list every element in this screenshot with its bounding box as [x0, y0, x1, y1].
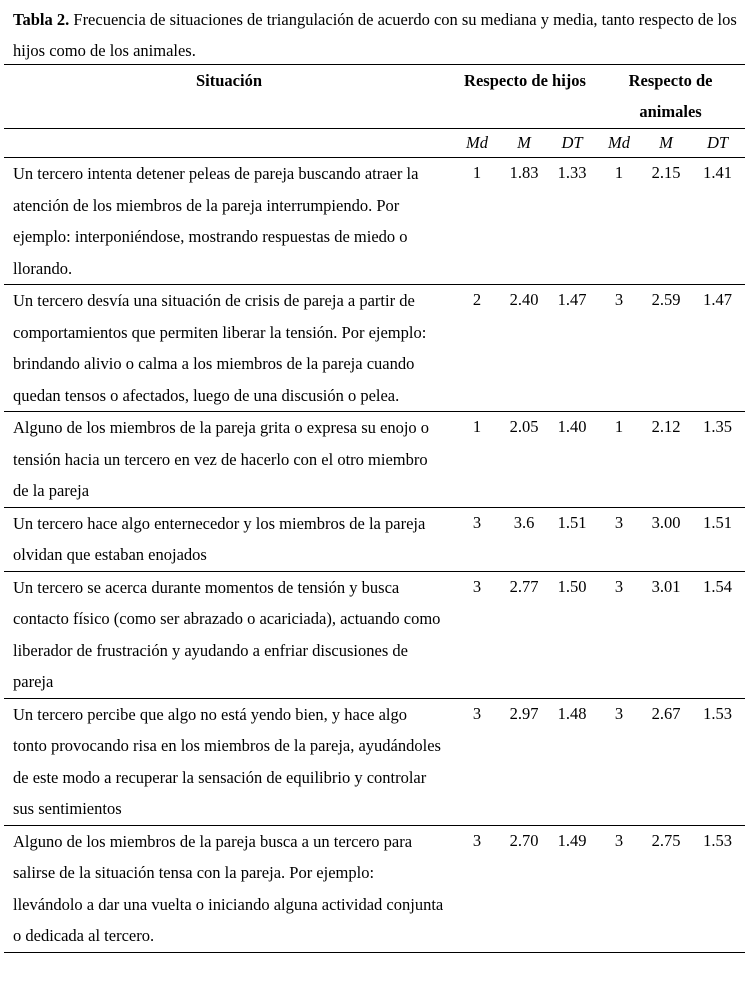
value-cell: 1.40 [548, 412, 596, 508]
situation-cell: Un tercero intenta detener peleas de pareja buscando atraer la atención de los miembros de la pareja interrumpiendo. Por ejemplo: interponiéndose, mostrando respuestas de miedo o llorando. [4, 158, 454, 285]
value-cell: 2 [454, 285, 500, 412]
value-cell: 3.00 [642, 507, 690, 571]
subheader-m-animales: M [642, 129, 690, 158]
table-row [4, 698, 745, 825]
value-cell: 1.49 [548, 825, 596, 952]
table-row [4, 285, 745, 412]
subheader-dt-hijos: DT [548, 129, 596, 158]
value-cell: 2.40 [500, 285, 548, 412]
value-cell: 2.15 [642, 158, 690, 285]
caption-text: Frecuencia de situaciones de triangulación de acuerdo con su mediana y media, tanto respecto de los hijos como de los animales. [13, 10, 737, 60]
value-cell: 3.01 [642, 571, 690, 698]
header-situation: Situación [4, 65, 454, 129]
table-row [4, 158, 745, 285]
value-cell: 1 [454, 412, 500, 508]
value-cell: 1.47 [548, 285, 596, 412]
value-cell: 1.50 [548, 571, 596, 698]
value-cell: 1.41 [690, 158, 745, 285]
header-group-animales: Respecto de animales [596, 65, 745, 129]
value-cell: 1.54 [690, 571, 745, 698]
caption-label: Tabla 2. [13, 10, 70, 29]
situation-cell: Alguno de los miembros de la pareja busca a un tercero para salirse de la situación tensa con la pareja. Por ejemplo: llevándolo a dar una vuelta o iniciando alguna actividad conjunta o dedicada al tercero. [4, 825, 454, 952]
table-row [4, 412, 745, 508]
subheader-dt-animales: DT [690, 129, 745, 158]
table-row [4, 507, 745, 571]
header-spacer [4, 129, 454, 158]
value-cell: 1.51 [690, 507, 745, 571]
situation-cell: Un tercero desvía una situación de crisis de pareja a partir de comportamientos que permiten liberar la tensión. Por ejemplo: brindando alivio o calma a los miembros de la pareja cuando quedan tensos o afectados, luego de una discusión o pelea. [4, 285, 454, 412]
value-cell: 1.33 [548, 158, 596, 285]
value-cell: 3 [454, 571, 500, 698]
value-cell: 1.53 [690, 825, 745, 952]
situation-cell: Un tercero hace algo enternecedor y los miembros de la pareja olvidan que estaban enojados [4, 507, 454, 571]
header-group-hijos: Respecto de hijos [454, 65, 596, 129]
value-cell: 3 [454, 825, 500, 952]
value-cell: 3.6 [500, 507, 548, 571]
table-body [4, 158, 745, 953]
situation-cell: Un tercero se acerca durante momentos de tensión y busca contacto físico (como ser abrazado o acariciada), actuando como liberador de frustración y ayudando a enfriar discusiones de pareja [4, 571, 454, 698]
subheader-m-hijos: M [500, 129, 548, 158]
value-cell: 2.12 [642, 412, 690, 508]
value-cell: 1.48 [548, 698, 596, 825]
value-cell: 1 [596, 412, 642, 508]
value-cell: 3 [596, 507, 642, 571]
value-cell: 1.53 [690, 698, 745, 825]
value-cell: 2.05 [500, 412, 548, 508]
value-cell: 1 [596, 158, 642, 285]
value-cell: 1.35 [690, 412, 745, 508]
value-cell: 3 [596, 571, 642, 698]
subheader-md-hijos: Md [454, 129, 500, 158]
value-cell: 3 [454, 507, 500, 571]
value-cell: 1.47 [690, 285, 745, 412]
table-caption [13, 4, 748, 66]
frequency-table [4, 64, 745, 953]
value-cell: 2.75 [642, 825, 690, 952]
value-cell: 2.77 [500, 571, 548, 698]
value-cell: 3 [596, 285, 642, 412]
table-row [4, 825, 745, 952]
value-cell: 3 [596, 698, 642, 825]
value-cell: 2.70 [500, 825, 548, 952]
value-cell: 1.83 [500, 158, 548, 285]
situation-cell: Un tercero percibe que algo no está yendo bien, y hace algo tonto provocando risa en los miembros de la pareja, ayudándoles de este modo a recuperar la sensación de equilibrio y controlar sus sentimientos [4, 698, 454, 825]
value-cell: 1 [454, 158, 500, 285]
value-cell: 2.67 [642, 698, 690, 825]
subheader-md-animales: Md [596, 129, 642, 158]
value-cell: 3 [454, 698, 500, 825]
value-cell: 2.59 [642, 285, 690, 412]
value-cell: 1.51 [548, 507, 596, 571]
value-cell: 2.97 [500, 698, 548, 825]
situation-cell: Alguno de los miembros de la pareja grita o expresa su enojo o tensión hacia un tercero en vez de hacerlo con el otro miembro de la pareja [4, 412, 454, 508]
table-row [4, 571, 745, 698]
value-cell: 3 [596, 825, 642, 952]
